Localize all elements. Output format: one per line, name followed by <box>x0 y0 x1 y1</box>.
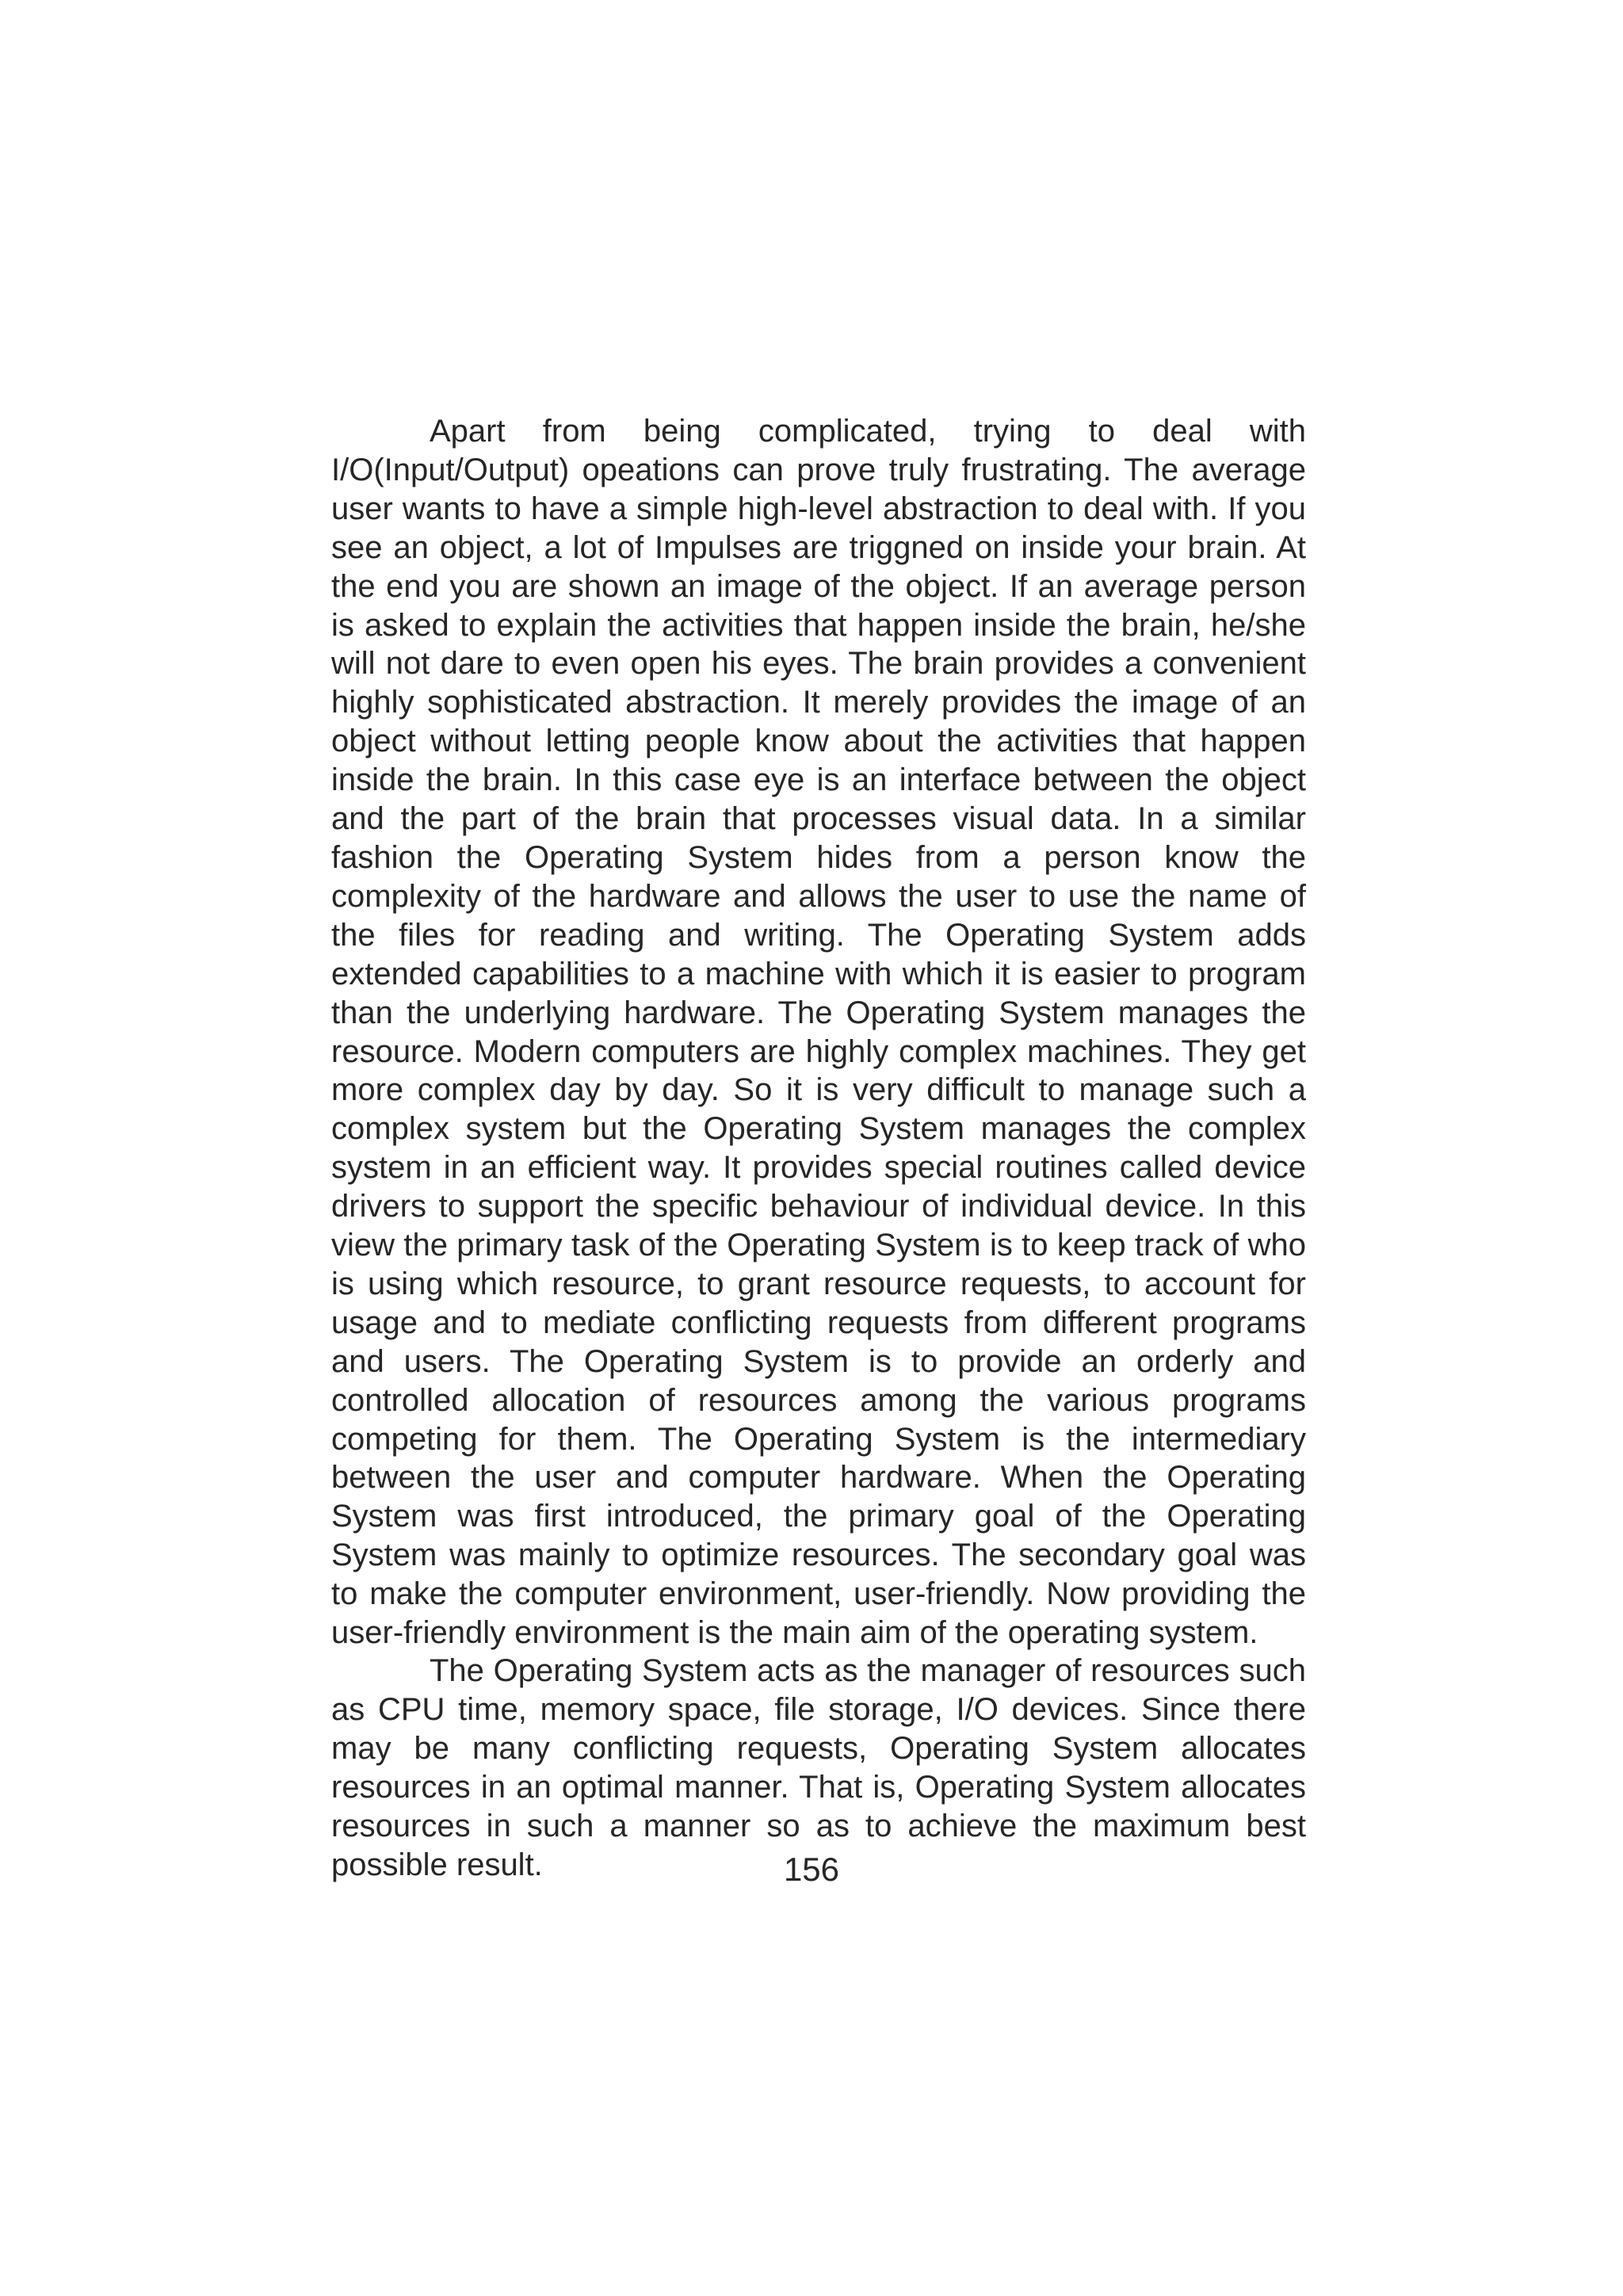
body-paragraph-2: The Operating System acts as the manager of resources such as CPU time, memory space, file storage, I/O devices. Since there may be many conflicting requests, Operating System allocates resources in an optimal manner. That is, Operating System allocates resources in such a manner so as to achieve the maximum best possible result. <box>331 1653 1306 1882</box>
page-number: 156 <box>783 1851 840 1888</box>
body-paragraph-1: Apart from being complicated, trying to deal with I/O(Input/Output) opeations can prove truly frustrating. The average user wants to have a simple high-level abstraction to deal with. If you see an object, a lot of Impulses are triggned on inside your brain. At the end you are shown an image of the object. If an average person is asked to explain the activities that happen inside the brain, he/she will not dare to even open his eyes. The brain provides a convenient highly sophisticated abstraction. It merely provides the image of an object without letting people know about the activities that happen inside the brain. In this case eye is an interface between the object and the part of the brain that processes visual data. In a similar fashion the Operating System hides from a person know the complexity of the hardware and allows the user to use the name of the files for reading and writing. The Operating System adds extended capabilities to a machine with which it is easier to program than the underlying hardware. The Operating System manages the resource. Modern computers are highly complex machines. They get more complex day by day. So it is very difficult to manage such a complex system but the Operating System manages the complex system in an efficient way. It provides special routines called device drivers to support the specific behaviour of individual device. In this view the primary task of the Operating System is to keep track of who is using which resource, to grant resource requests, to account for usage and to mediate conflicting requests from different programs and users. The Operating System is to provide an orderly and controlled allocation of resources among the various programs competing for them. The Operating System is the intermediary between the user and computer hardware. When the Operating System was first introduced, the primary goal of the Operating System was mainly to optimize resources. The secondary goal was to make the computer environment, user-friendly. Now providing the user-friendly environment is the main aim of the operating system. <box>331 414 1306 1651</box>
